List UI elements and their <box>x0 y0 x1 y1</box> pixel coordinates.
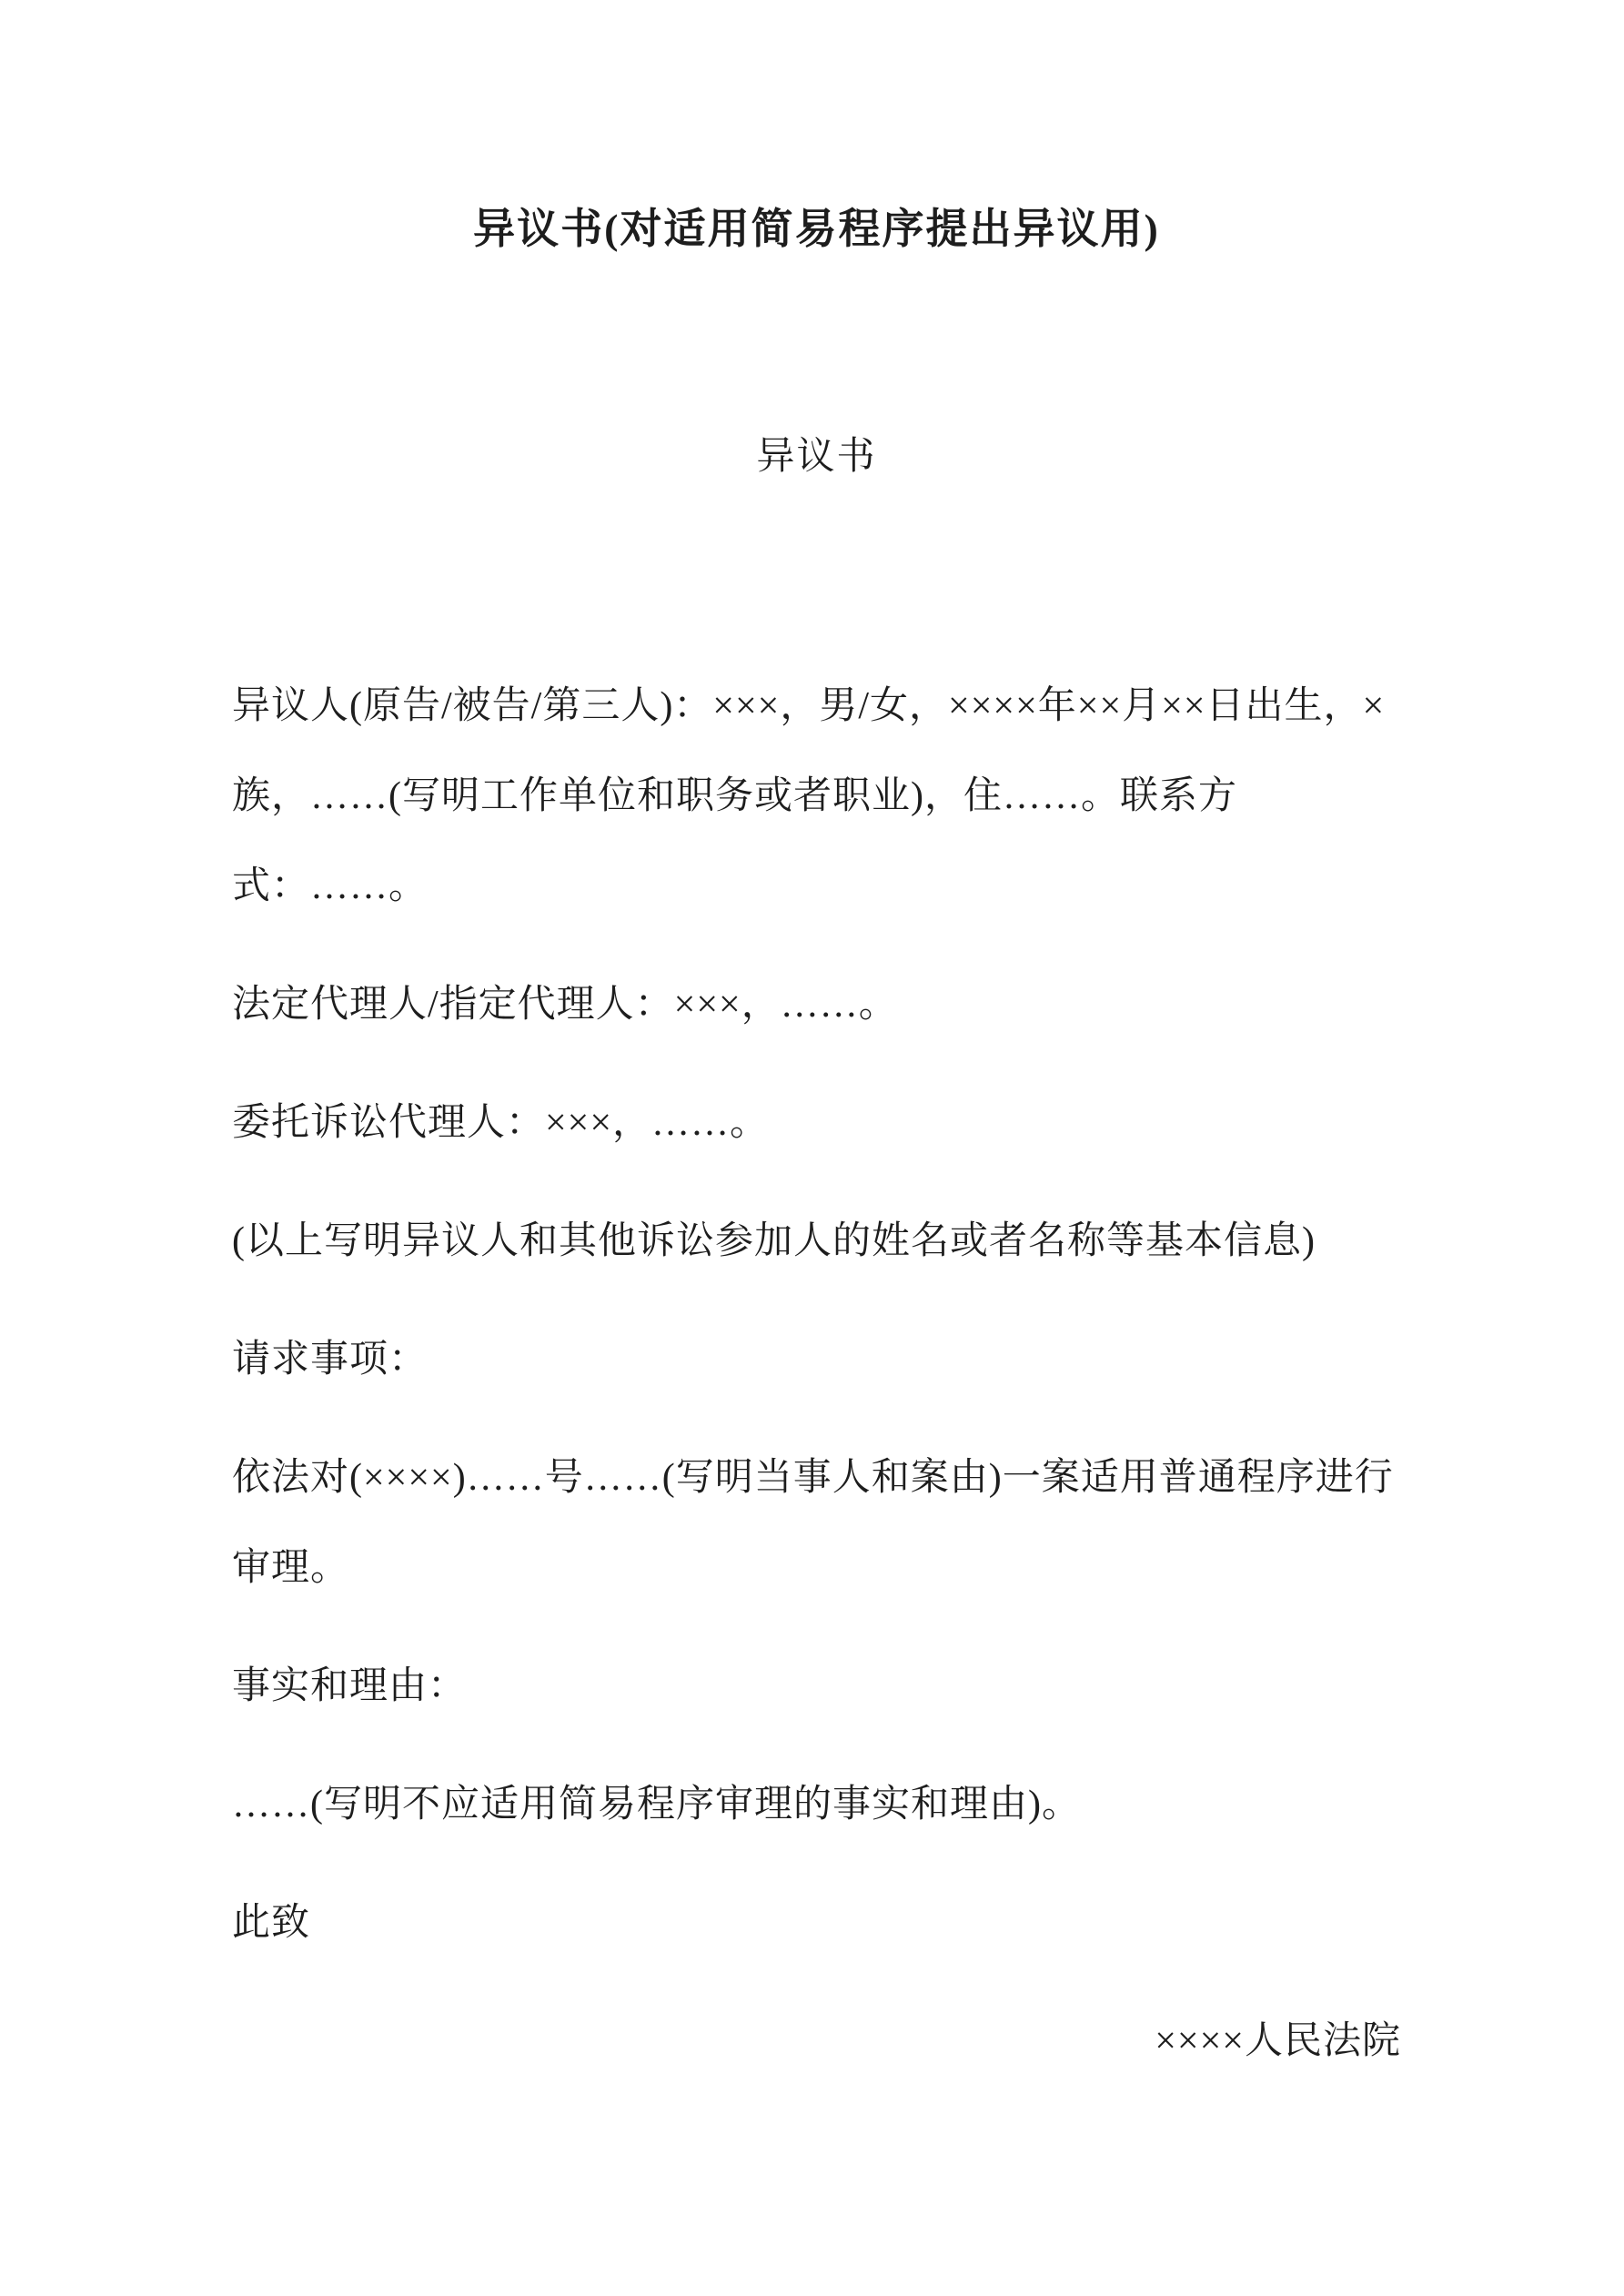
paragraph-request-heading: 请求事项： <box>232 1339 429 1381</box>
paragraph-legal-agent: 法定代理人/指定代理人：×××，……。 <box>232 984 898 1026</box>
document-subtitle: 异议书 <box>756 436 877 478</box>
document-main-title: 异议书(对适用简易程序提出异议用) <box>473 206 1160 252</box>
paragraph-court-name: ××××人民法院 <box>1155 2020 1401 2062</box>
paragraph-facts-heading: 事实和理由： <box>232 1665 468 1707</box>
paragraph-facts-body: ……(写明不应适用简易程序审理的事实和理由)。 <box>232 1784 1081 1826</box>
document-body <box>232 662 1401 2087</box>
paragraph-basic-info-note: (以上写明异议人和其他诉讼参加人的姓名或者名称等基本信息) <box>232 1220 1316 1262</box>
paragraph-closing: 此致 <box>232 1902 311 1944</box>
paragraph-litigation-agent: 委托诉讼代理人：×××，……。 <box>232 1102 770 1144</box>
paragraph-request-body: 依法对(××××)……号……(写明当事人和案由)一案适用普通程序进行审理。 <box>232 1457 1394 1589</box>
paragraph-objector-info: 异议人(原告/被告/第三人)：×××，男/女，××××年××月××日出生，×族，……(写明工作单位和职务或者职业)，住……。联系方式：……。 <box>232 685 1386 907</box>
